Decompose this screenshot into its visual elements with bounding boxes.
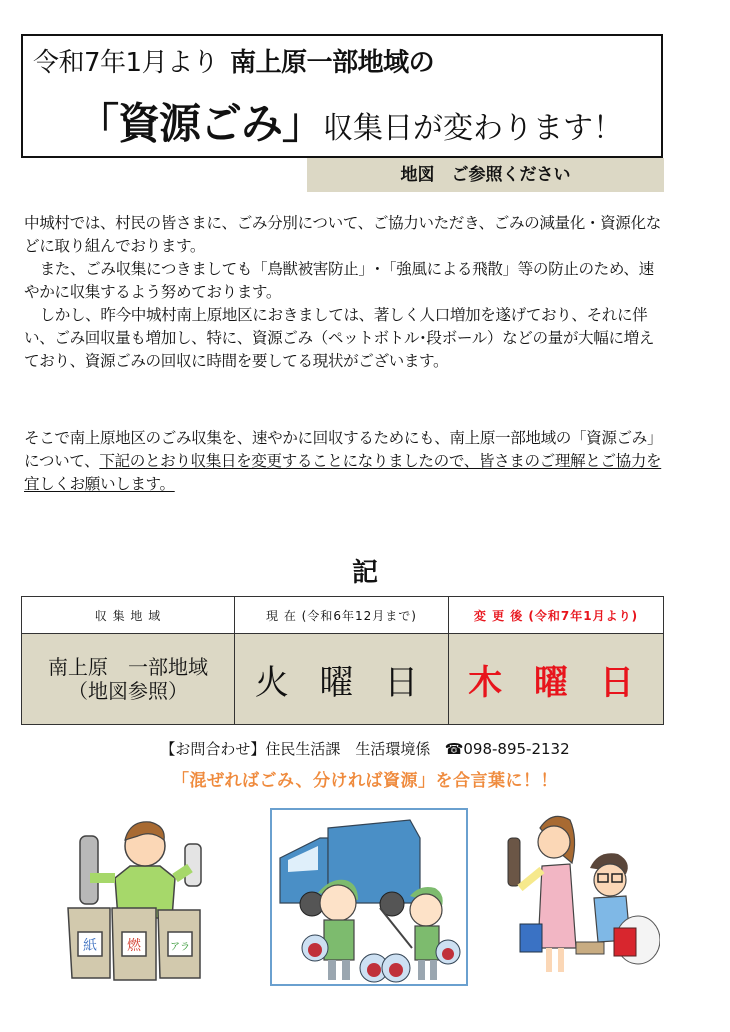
- title-area: 南上原一部地域の: [230, 48, 435, 78]
- title-date: 令和7年1月より: [33, 48, 219, 78]
- illustration-residents: [490, 808, 660, 983]
- new-day-cell: 木 曜 日: [449, 634, 664, 725]
- area-cell: [22, 634, 235, 725]
- svg-text:紙: 紙: [83, 938, 97, 954]
- title-box: [21, 34, 663, 158]
- person-sorting-icon: [60, 808, 220, 983]
- svg-text:燃: 燃: [127, 938, 141, 954]
- notice-text: そこで南上原地区のごみ収集を、速やかに回収するためにも、南上原一部地域の「資源ごみ」について、: [24, 429, 663, 470]
- header-area: 収 集 地 域: [22, 597, 235, 634]
- map-reference-banner: 地図 ご参照ください: [307, 158, 664, 192]
- svg-text:アラ: アラ: [170, 942, 190, 953]
- phone-number[interactable]: 098-895-2132: [463, 740, 570, 758]
- intro-paragraph-2: また、ごみ収集につきましても「鳥獣被害防止」･「強風による飛散」等の防止のため、速やかに収集するよう努めております。: [24, 260, 654, 301]
- title-line-1: [33, 46, 434, 80]
- title-rest: 収集日が変わります！: [323, 111, 624, 146]
- notice-paragraph: [24, 427, 664, 496]
- illustration-sorting: [60, 808, 220, 983]
- area-note: （地図参照）: [68, 679, 188, 703]
- current-day-cell: 火 曜 日: [235, 634, 449, 725]
- header-new: 変 更 後 (令和7年1月より): [449, 597, 664, 634]
- contact-info: [0, 738, 730, 759]
- intro-paragraph-1: 中城村では、村民の皆さまに、ごみ分別について、ご協力いただき、ごみの減量化・資源化などに取り組んでおります。: [24, 214, 661, 255]
- slogan: 「混ぜればごみ、分ければ資源」を合言葉に！！: [171, 771, 559, 791]
- title-line-2: [77, 96, 623, 161]
- contact-label: 【お問合わせ】住民生活課 生活環境係: [160, 740, 431, 758]
- area-name: 南上原 一部地域: [48, 655, 208, 679]
- phone-icon: ☎: [444, 740, 464, 758]
- ki-heading: 記: [351, 558, 378, 588]
- table-header-row: [22, 597, 664, 634]
- notice-section: [24, 427, 664, 496]
- header-current: 現 在 (令和6年12月まで): [235, 597, 449, 634]
- intro-paragraph-3: しかし、昨今中城村南上原地区におきましては、著しく人口増加を遂げており、それに伴い、ごみ回収量も増加し、特に、資源ごみ（ペットボトル･段ボール）などの量が大幅に増えており、資源ごみの回収に時間を要してる現状がございます。: [24, 306, 655, 370]
- illustration-collection: [270, 808, 470, 988]
- title-emphasis: 「資源ごみ」: [77, 99, 324, 148]
- notice-underlined-text: 下記のとおり収集日を変更することになりましたので、皆さまのご理解とご協力を宜しくお願いします。: [24, 452, 662, 493]
- schedule-table: [21, 596, 664, 725]
- table-row: [22, 634, 664, 725]
- garbage-truck-icon: [270, 808, 470, 988]
- residents-icon: [490, 808, 660, 983]
- intro-section: [24, 212, 664, 373]
